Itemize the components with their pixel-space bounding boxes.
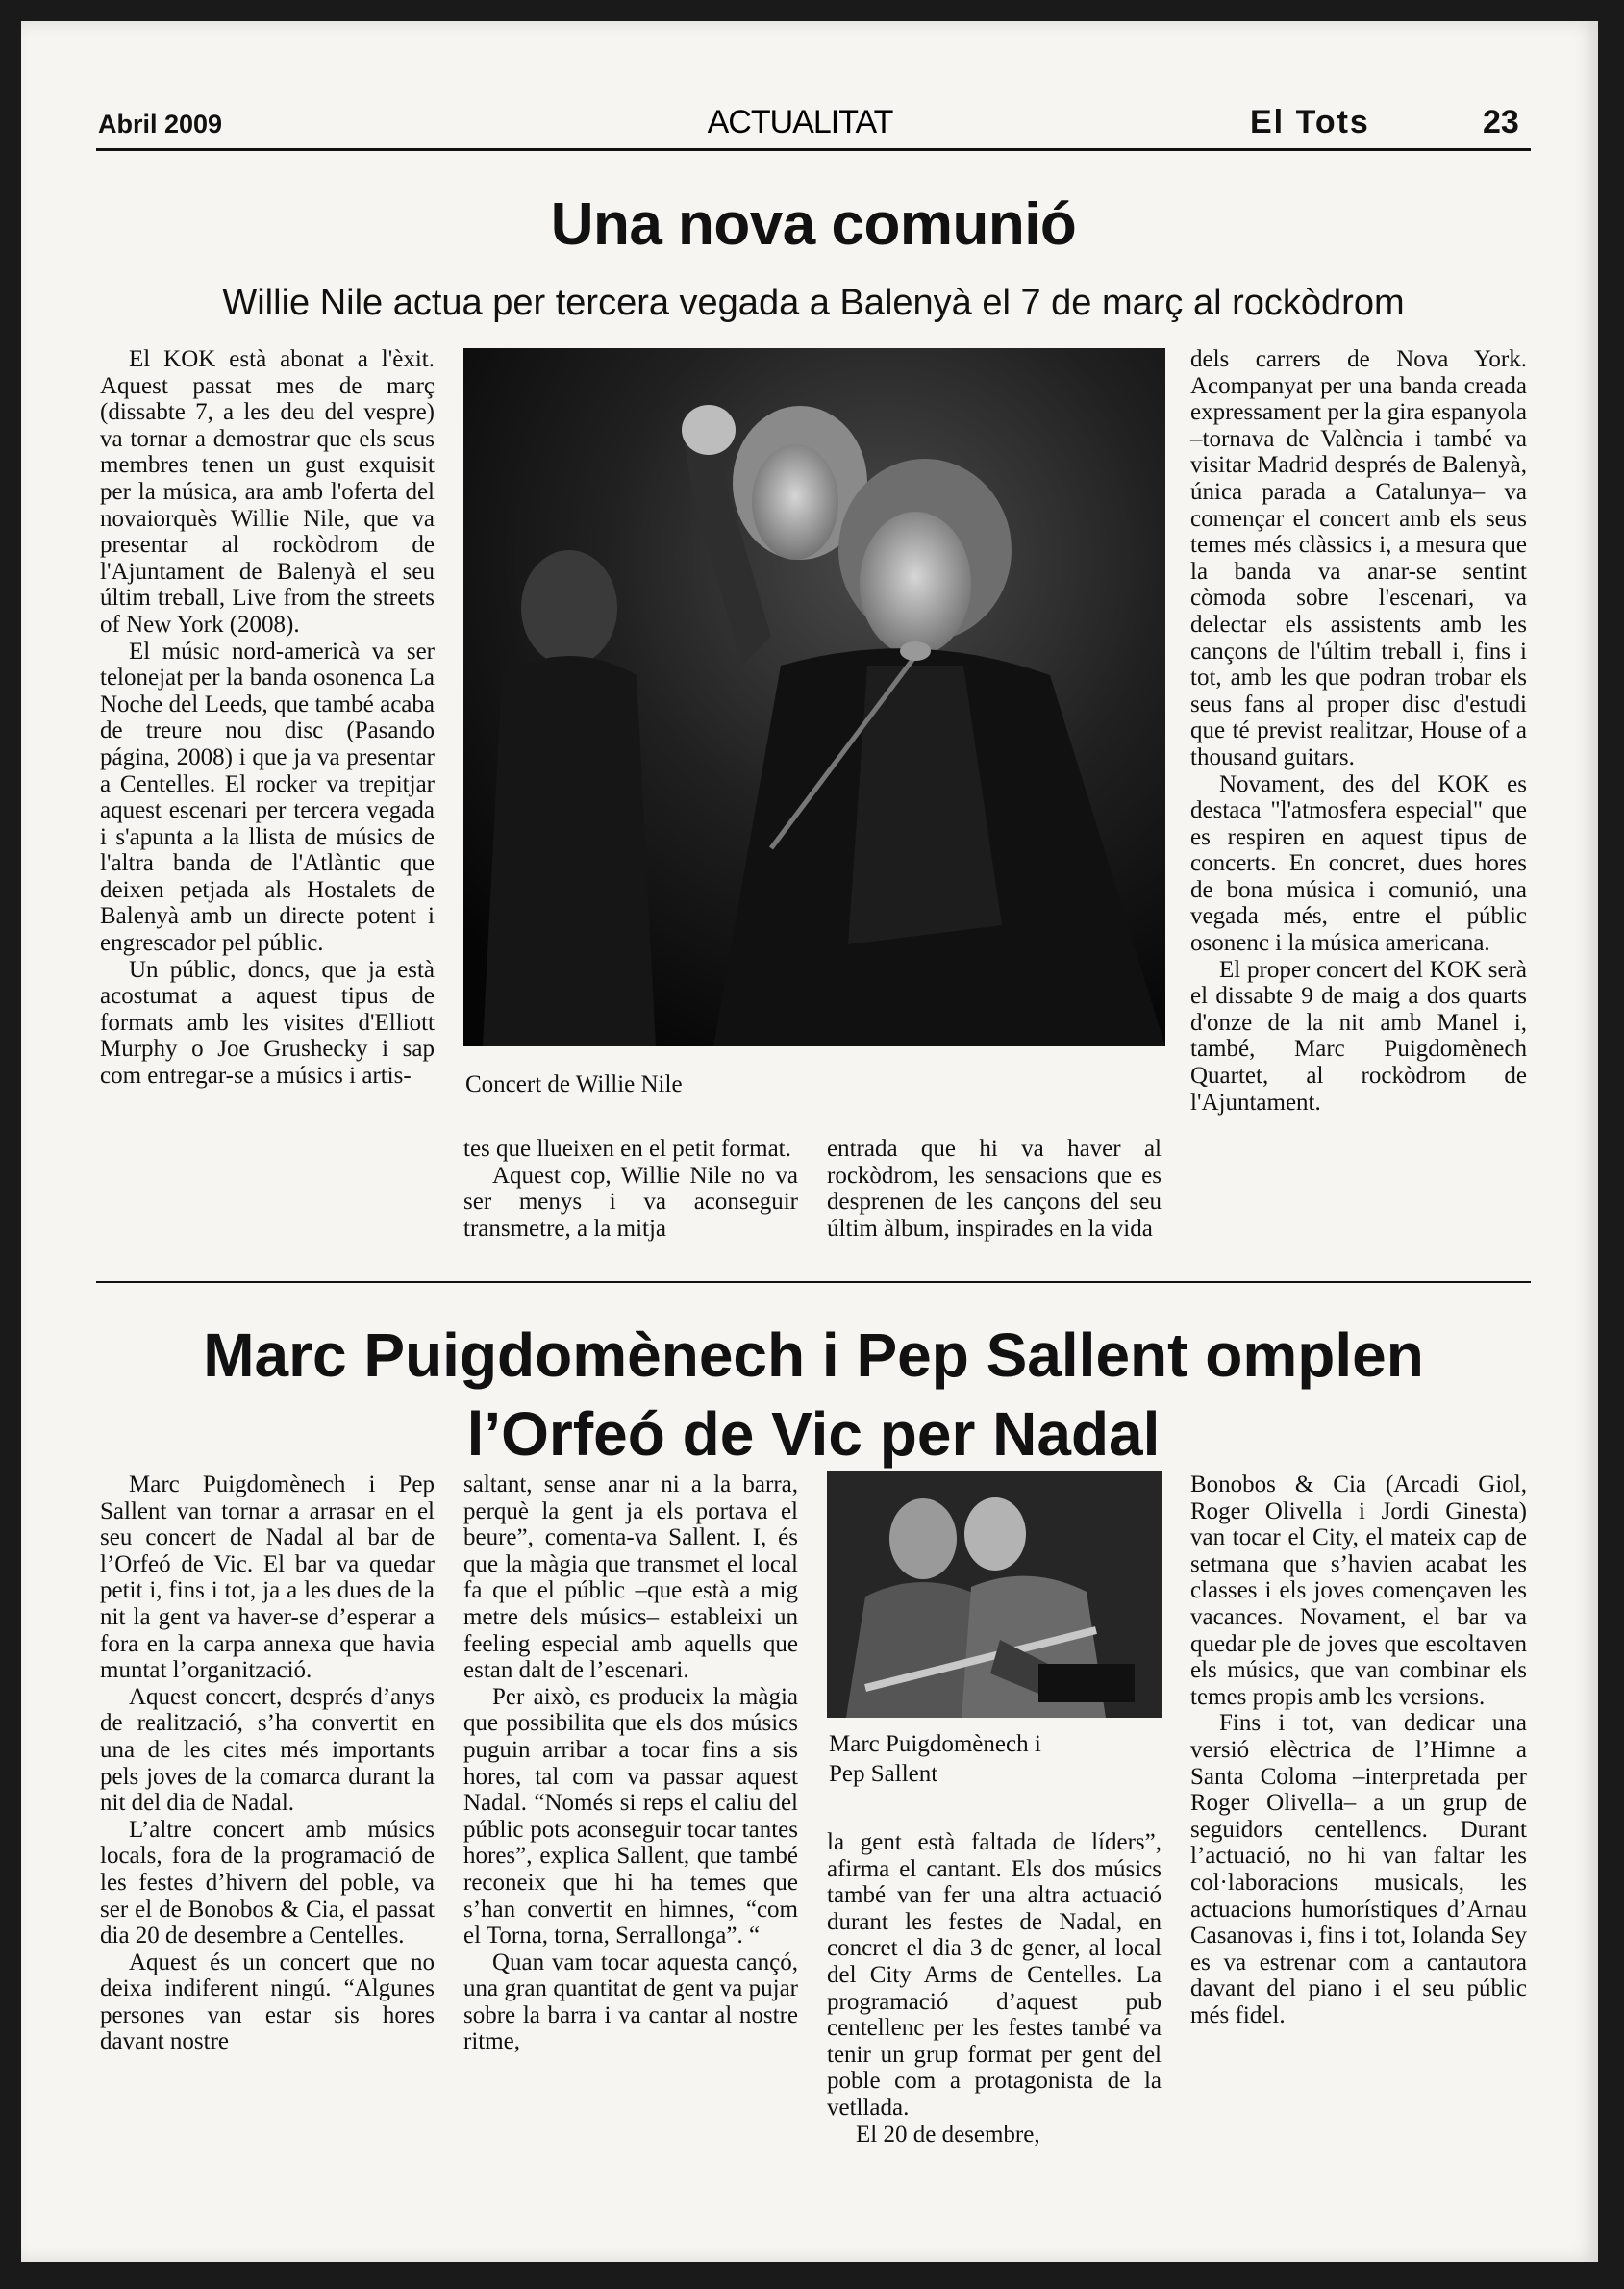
article2-column-1: [100, 1472, 435, 2231]
article1-column-2: [463, 1136, 798, 1261]
paragraph: El KOK està abonat a l'èxit. Aquest passat mes de març (dissabte 7, a les deu del vespre) va tornar a demostrar que els seus membres tenen un gust exquisit per la música, ara amb l'oferta del novaiorquès Willie Nile, que va presentar al rockòdrom de l'Ajuntament de Balenyà el seu últim treball, Live from the streets of New York (2008).: [100, 346, 435, 638]
paragraph: tes que llueixen en el petit format.: [463, 1136, 791, 1162]
article2-column-4: [1190, 1472, 1527, 2231]
willie-nile-concert-photo: [463, 348, 1165, 1046]
paragraph: Aquest cop, Willie Nile no va ser menys i va aconseguir transmetre, a la mitja: [463, 1162, 798, 1242]
newspaper-page: [21, 21, 1598, 2262]
paragraph: Novament, des del KOK es destaca "l'atmosfera especial" que es respiren en aquest tipus de concerts. En concret, dues hores de bona música i comunió, una vegada més, entre el públic osonenc i la música americana.: [1190, 770, 1527, 957]
article1-column-1: [100, 346, 435, 1250]
paragraph: El músic nord-americà va ser telonejat per la banda osonenca La Noche del Leeds, que també acaba de treure nou disc (Pasando página, 2008) i que ja va presentar a Centelles. El rocker va trepitjar aquest escenari per tercera vegada i s'apunta a la llista de músics de l'altra banda de l'Atlàntic que deixen petjada als Hostalets de Balenyà amb un directe potent i engrescador pel públic.: [100, 638, 435, 957]
paragraph: Marc Puigdomènech i Pep Sallent van tornar a arrasar en el seu concert de Nadal al bar de l’Orfeó de Vic. El bar va quedar petit i, fins i tot, ja a les dues de la nit la gent va haver-se d’esperar a fora en la carpa annexa que havia muntat l’organització.: [100, 1472, 435, 1684]
paragraph: saltant, sense anar ni a la barra, perquè la gent ja els portava el beure”, comenta-va Sallent. I, és que la màgia que transmet el local fa que el públic –que està a mig metre dels músics– estableixi un feeling especial amb aquells que estan dalt de l’escenari.: [463, 1472, 798, 1684]
paragraph: Aquest és un concert que no deixa indiferent ningú. “Algunes persones van estar sis hores davant nostre: [100, 1949, 435, 2055]
puigdomenech-sallent-photo: [827, 1472, 1162, 1718]
header-date: Abril 2009: [98, 110, 223, 138]
article2-column-2: [463, 1472, 798, 2231]
header-section: ACTUALITAT: [707, 104, 893, 140]
paragraph: Fins i tot, van dedicar una versió elèctrica de l’Himne a Santa Coloma –interpretada per Roger Olivella– a un grup de seguidors centellencs. Durant l’actuació, no hi van faltar les col·laboracions musicals, les actuacions humorístiques d’Arnau Casanovas i, fins i tot, Iolanda Sey es va estrenar com a cantautora davant del piano i el seu públic més fidel.: [1190, 1710, 1527, 2028]
paragraph: Un públic, doncs, que ja està acostumat a aquest tipus de formats amb les visites d'Elliott Murphy o Joe Grushecky i sap com entregar-se a músics i artis-: [100, 956, 435, 1090]
article1-subtitle: Willie Nile actua per tercera vegada a Balenyà el 7 de març al rockòdrom: [222, 283, 1405, 323]
header-page-number: 23: [1483, 104, 1519, 140]
article2-photo-caption: Marc Puigdomènech i Pep Sallent: [829, 1731, 1041, 1787]
paragraph: El 20 de desembre,: [856, 2121, 1040, 2148]
header-rule: [96, 148, 1531, 151]
paragraph: Quan vam tocar aquesta cançó, una gran quantitat de gent va pujar sobre la barra i va cantar al nostre ritme,: [463, 1949, 798, 2055]
article2-title: [96, 1316, 1531, 1473]
article-separator-rule: [96, 1281, 1531, 1283]
article1-title: Una nova comunió: [550, 191, 1077, 258]
article2-column-3: [827, 1829, 1162, 2233]
paragraph: dels carrers de Nova York. Acompanyat per una banda creada expressament per la gira espanyola –tornava de València i també va visitar Madrid després de Balenyà, única parada a Catalunya– va començar el concert amb els seus temes més clàssics i, a mesura que la banda va anar-se sentint còmoda sobre l'escenari, va delectar els assistents amb les cançons de l'últim treball i, fins i tot, amb les que podran trobar els seus fans al proper disc d'estudi que té previst realitzar, House of a thousand guitars.: [1190, 346, 1527, 770]
article1-photo-caption: Concert de Willie Nile: [465, 1071, 683, 1097]
paragraph: entrada que hi va haver al rockòdrom, les sensacions que es desprenen de les cançons del seu últim àlbum, inspirades en la vida: [827, 1136, 1162, 1242]
article1-column-3: [827, 1136, 1162, 1261]
header-publication: El Tots: [1250, 104, 1370, 140]
paragraph: L’altre concert amb músics locals, fora de la programació de les festes d’hivern del poble, va ser el de Bonobos & Cia, el passat dia 20 de desembre a Centelles.: [100, 1816, 435, 1949]
paragraph: El proper concert del KOK serà el dissabte 9 de maig a dos quarts d'onze de la nit amb Manel i, també, Marc Puigdomènech Quartet, al rockòdrom de l'Ajuntament.: [1190, 956, 1527, 1116]
article2-title-line-2: l’Orfeó de Vic per Nadal: [466, 1399, 1161, 1469]
paragraph: Bonobos & Cia (Arcadi Giol, Roger Olivella i Jordi Ginesta) van tocar el City, el mateix cap de setmana que s’havien acabat les classes i els joves començaven les vacances. Novament, el bar va quedar ple de joves que escoltaven els músics, que van combinar els temes propis amb les versions.: [1190, 1472, 1527, 1710]
paragraph: la gent està faltada de líders”, afirma el cantant. Els dos músics també van fer una altra actuació durant les festes de Nadal, en concret el dia 3 de gener, al local del City Arms de Centelles. La programació d’aquest pub centellenc per les festes també va tenir un grup format per gent del poble com a protagonista de la vetllada.: [827, 1829, 1162, 2121]
paragraph: Aquest concert, després d’anys de realització, s’ha convertit en una de les cites més importants pels joves de la comarca durant la nit del dia de Nadal.: [100, 1683, 435, 1817]
article2-title-line-1: Marc Puigdomènech i Pep Sallent omplen: [203, 1321, 1424, 1390]
paragraph: Per això, es produeix la màgia que possibilita que els dos músics puguin arribar a tocar fins a sis hores, tal com va passar aquest Nadal. “Només si reps el caliu del públic pots aconseguir tocar tantes hores”, explica Sallent, que també reconeix que hi ha temes que s’han convertit en himnes, “com el Torna, torna, Serrallonga”. “: [463, 1683, 798, 1949]
article1-column-4: [1190, 346, 1527, 1250]
